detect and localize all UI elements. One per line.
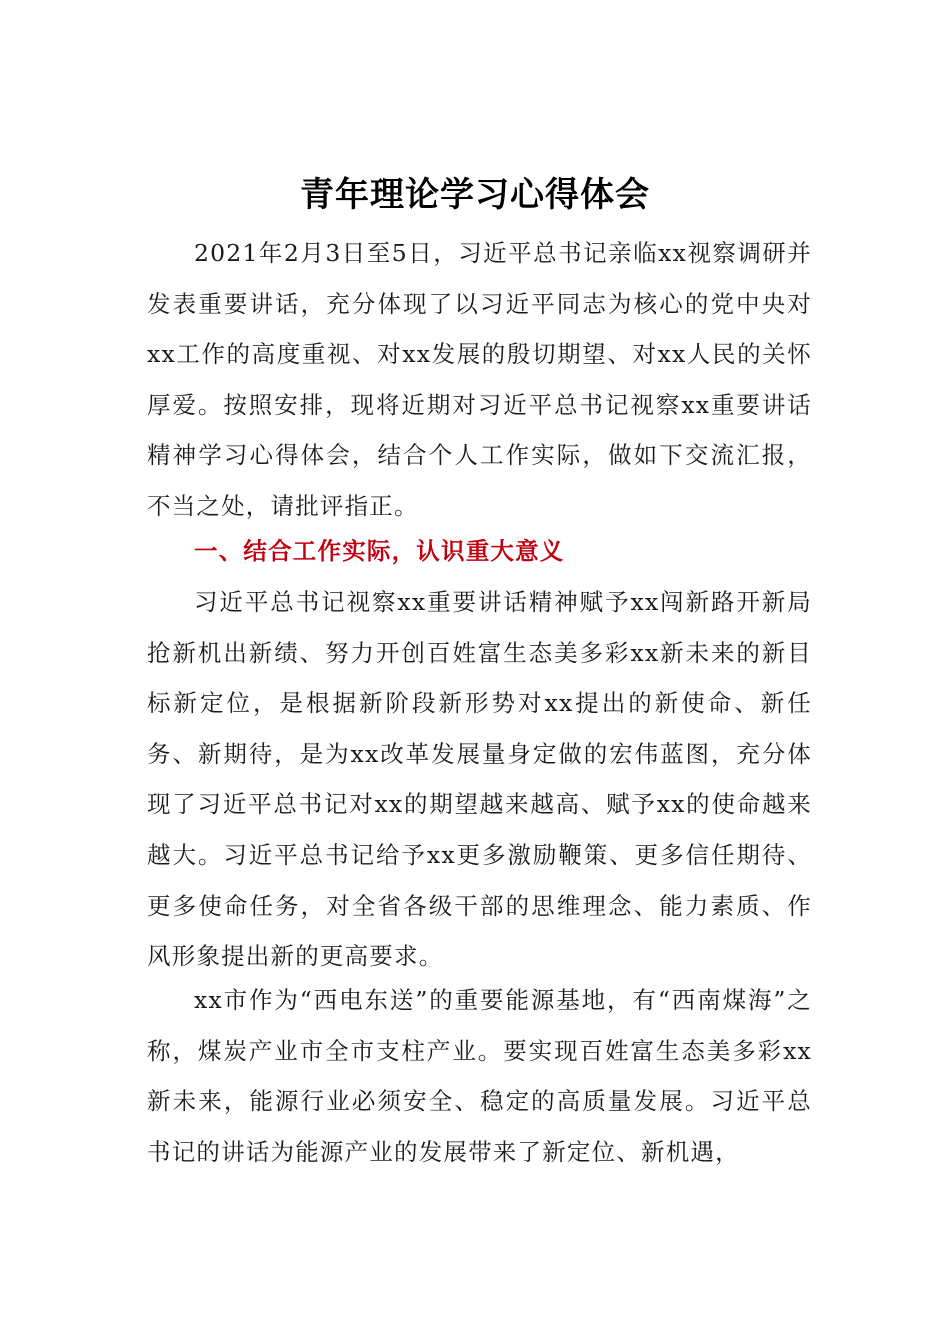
paragraph-significance: 习近平总书记视察xx重要讲话精神赋予xx闯新路开新局抢新机出新绩、努力开创百姓富生态美多彩xx新未来的新目标新定位，是根据新阶段新形势对xx提出的新使命、新任务、新期待，是为xx改革发展量身定做的宏伟蓝图，充分体现了习近平总书记对xx的期望越来越高、赋予xx的使命越来越大。习近平总书记给予xx更多激励鞭策、更多信任期待、更多使命任务，对全省各级干部的思维理念、能力素质、作风形象提出新的更高要求。: [147, 588, 812, 971]
paragraph-energy-base: xx市作为“西电东送”的重要能源基地，有“西南煤海”之称，煤炭产业市全市支柱产业。要实现百姓富生态美多彩xx新未来，能源行业必须安全、稳定的高质量发展。习近平总书记的讲话为能源产业的发展带来了新定位、新机遇，: [147, 986, 812, 1166]
paragraph-intro: 2021年2月3日至5日，习近平总书记亲临xx视察调研并发表重要讲话，充分体现了以习近平同志为核心的党中央对xx工作的高度重视、对xx发展的殷切期望、对xx人民的关怀厚爱。按照安排，现将近期对习近平总书记视察xx重要讲话精神学习心得体会，结合个人工作实际，做如下交流汇报，不当之处，请批评指正。: [147, 239, 812, 520]
document-title: 青年理论学习心得体会: [300, 174, 650, 215]
section-heading: 一、结合工作实际，认识重大意义: [194, 537, 565, 565]
